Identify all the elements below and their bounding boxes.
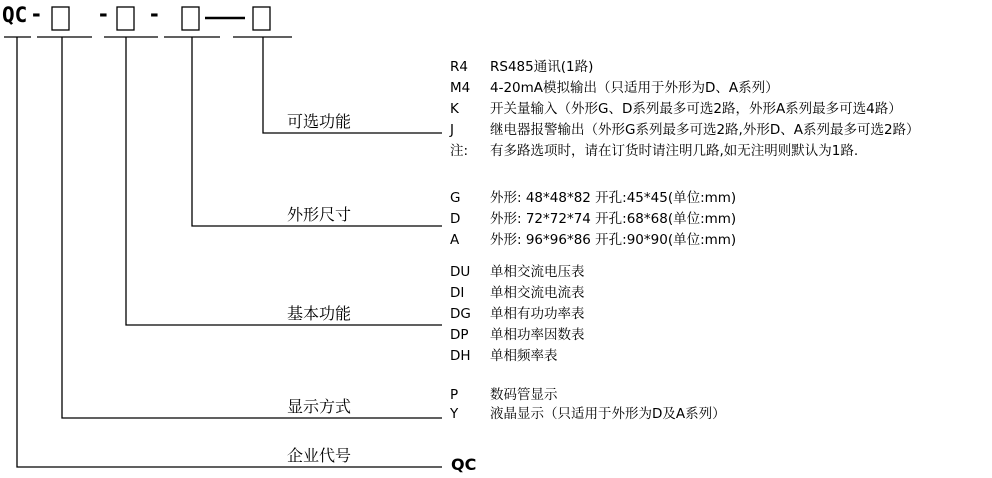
option-code: J bbox=[450, 122, 454, 138]
function-desc: 单相频率表 bbox=[490, 348, 558, 364]
option-desc: 继电器报警输出（外形G系列最多可选2路,外形D、A系列最多可选2路） bbox=[490, 122, 920, 138]
display-code: Y bbox=[450, 406, 459, 422]
function-code: DH bbox=[450, 348, 471, 364]
option-code: M4 bbox=[450, 80, 471, 96]
size-desc: 外形: 96*96*86 开孔:90*90(单位:mm) bbox=[490, 232, 737, 248]
option-desc: 开关量输入（外形G、D系列最多可选2路，外形A系列最多可选4路） bbox=[490, 101, 902, 117]
function-code: DP bbox=[450, 327, 469, 343]
size-slot-box bbox=[182, 7, 199, 30]
category-label-size: 外形尺寸 bbox=[287, 205, 352, 224]
model-prefix: QC bbox=[2, 3, 28, 27]
category-label-function: 基本功能 bbox=[287, 304, 352, 323]
note-text: 有多路选项时，请在订货时请注明几路,如无注明则默认为1路. bbox=[490, 143, 859, 159]
option-slot-box bbox=[253, 7, 270, 30]
option-desc: 4-20mA模拟输出（只适用于外形为D、A系列） bbox=[490, 80, 779, 96]
function-desc: 单相交流电压表 bbox=[490, 264, 585, 280]
option-code: K bbox=[450, 101, 459, 117]
option-code: R4 bbox=[450, 59, 468, 75]
size-code: G bbox=[450, 190, 461, 206]
separator-dash-3: - bbox=[148, 2, 161, 26]
separator-dash-1: - bbox=[30, 2, 43, 26]
function-desc: 单相有功功率表 bbox=[490, 306, 585, 322]
company-code: QC bbox=[451, 455, 477, 474]
category-label-company: 企业代号 bbox=[287, 446, 352, 465]
category-label-options: 可选功能 bbox=[287, 112, 352, 131]
function-code: DG bbox=[450, 306, 471, 322]
option-desc: RS485通讯(1路) bbox=[490, 59, 594, 75]
size-desc: 外形: 72*72*74 开孔:68*68(单位:mm) bbox=[490, 211, 737, 227]
function-desc: 单相功率因数表 bbox=[490, 327, 585, 343]
leader-function bbox=[126, 37, 442, 325]
leader-display bbox=[62, 37, 442, 418]
category-label-display: 显示方式 bbox=[287, 397, 352, 416]
size-desc: 外形: 48*48*82 开孔:45*45(单位:mm) bbox=[490, 190, 737, 206]
display-desc: 数码管显示 bbox=[490, 387, 558, 403]
display-slot-box bbox=[52, 7, 69, 30]
size-code: A bbox=[450, 232, 460, 248]
separator-dash-2: - bbox=[97, 2, 110, 26]
function-code: DI bbox=[450, 285, 465, 301]
display-desc: 液晶显示（只适用于外形为D及A系列） bbox=[490, 406, 726, 422]
function-slot-box bbox=[117, 7, 134, 30]
size-code: D bbox=[450, 211, 461, 227]
note-label: 注: bbox=[450, 143, 469, 159]
function-desc: 单相交流电流表 bbox=[490, 285, 585, 301]
leader-company bbox=[17, 37, 442, 467]
display-code: P bbox=[450, 387, 459, 403]
function-code: DU bbox=[450, 264, 471, 280]
